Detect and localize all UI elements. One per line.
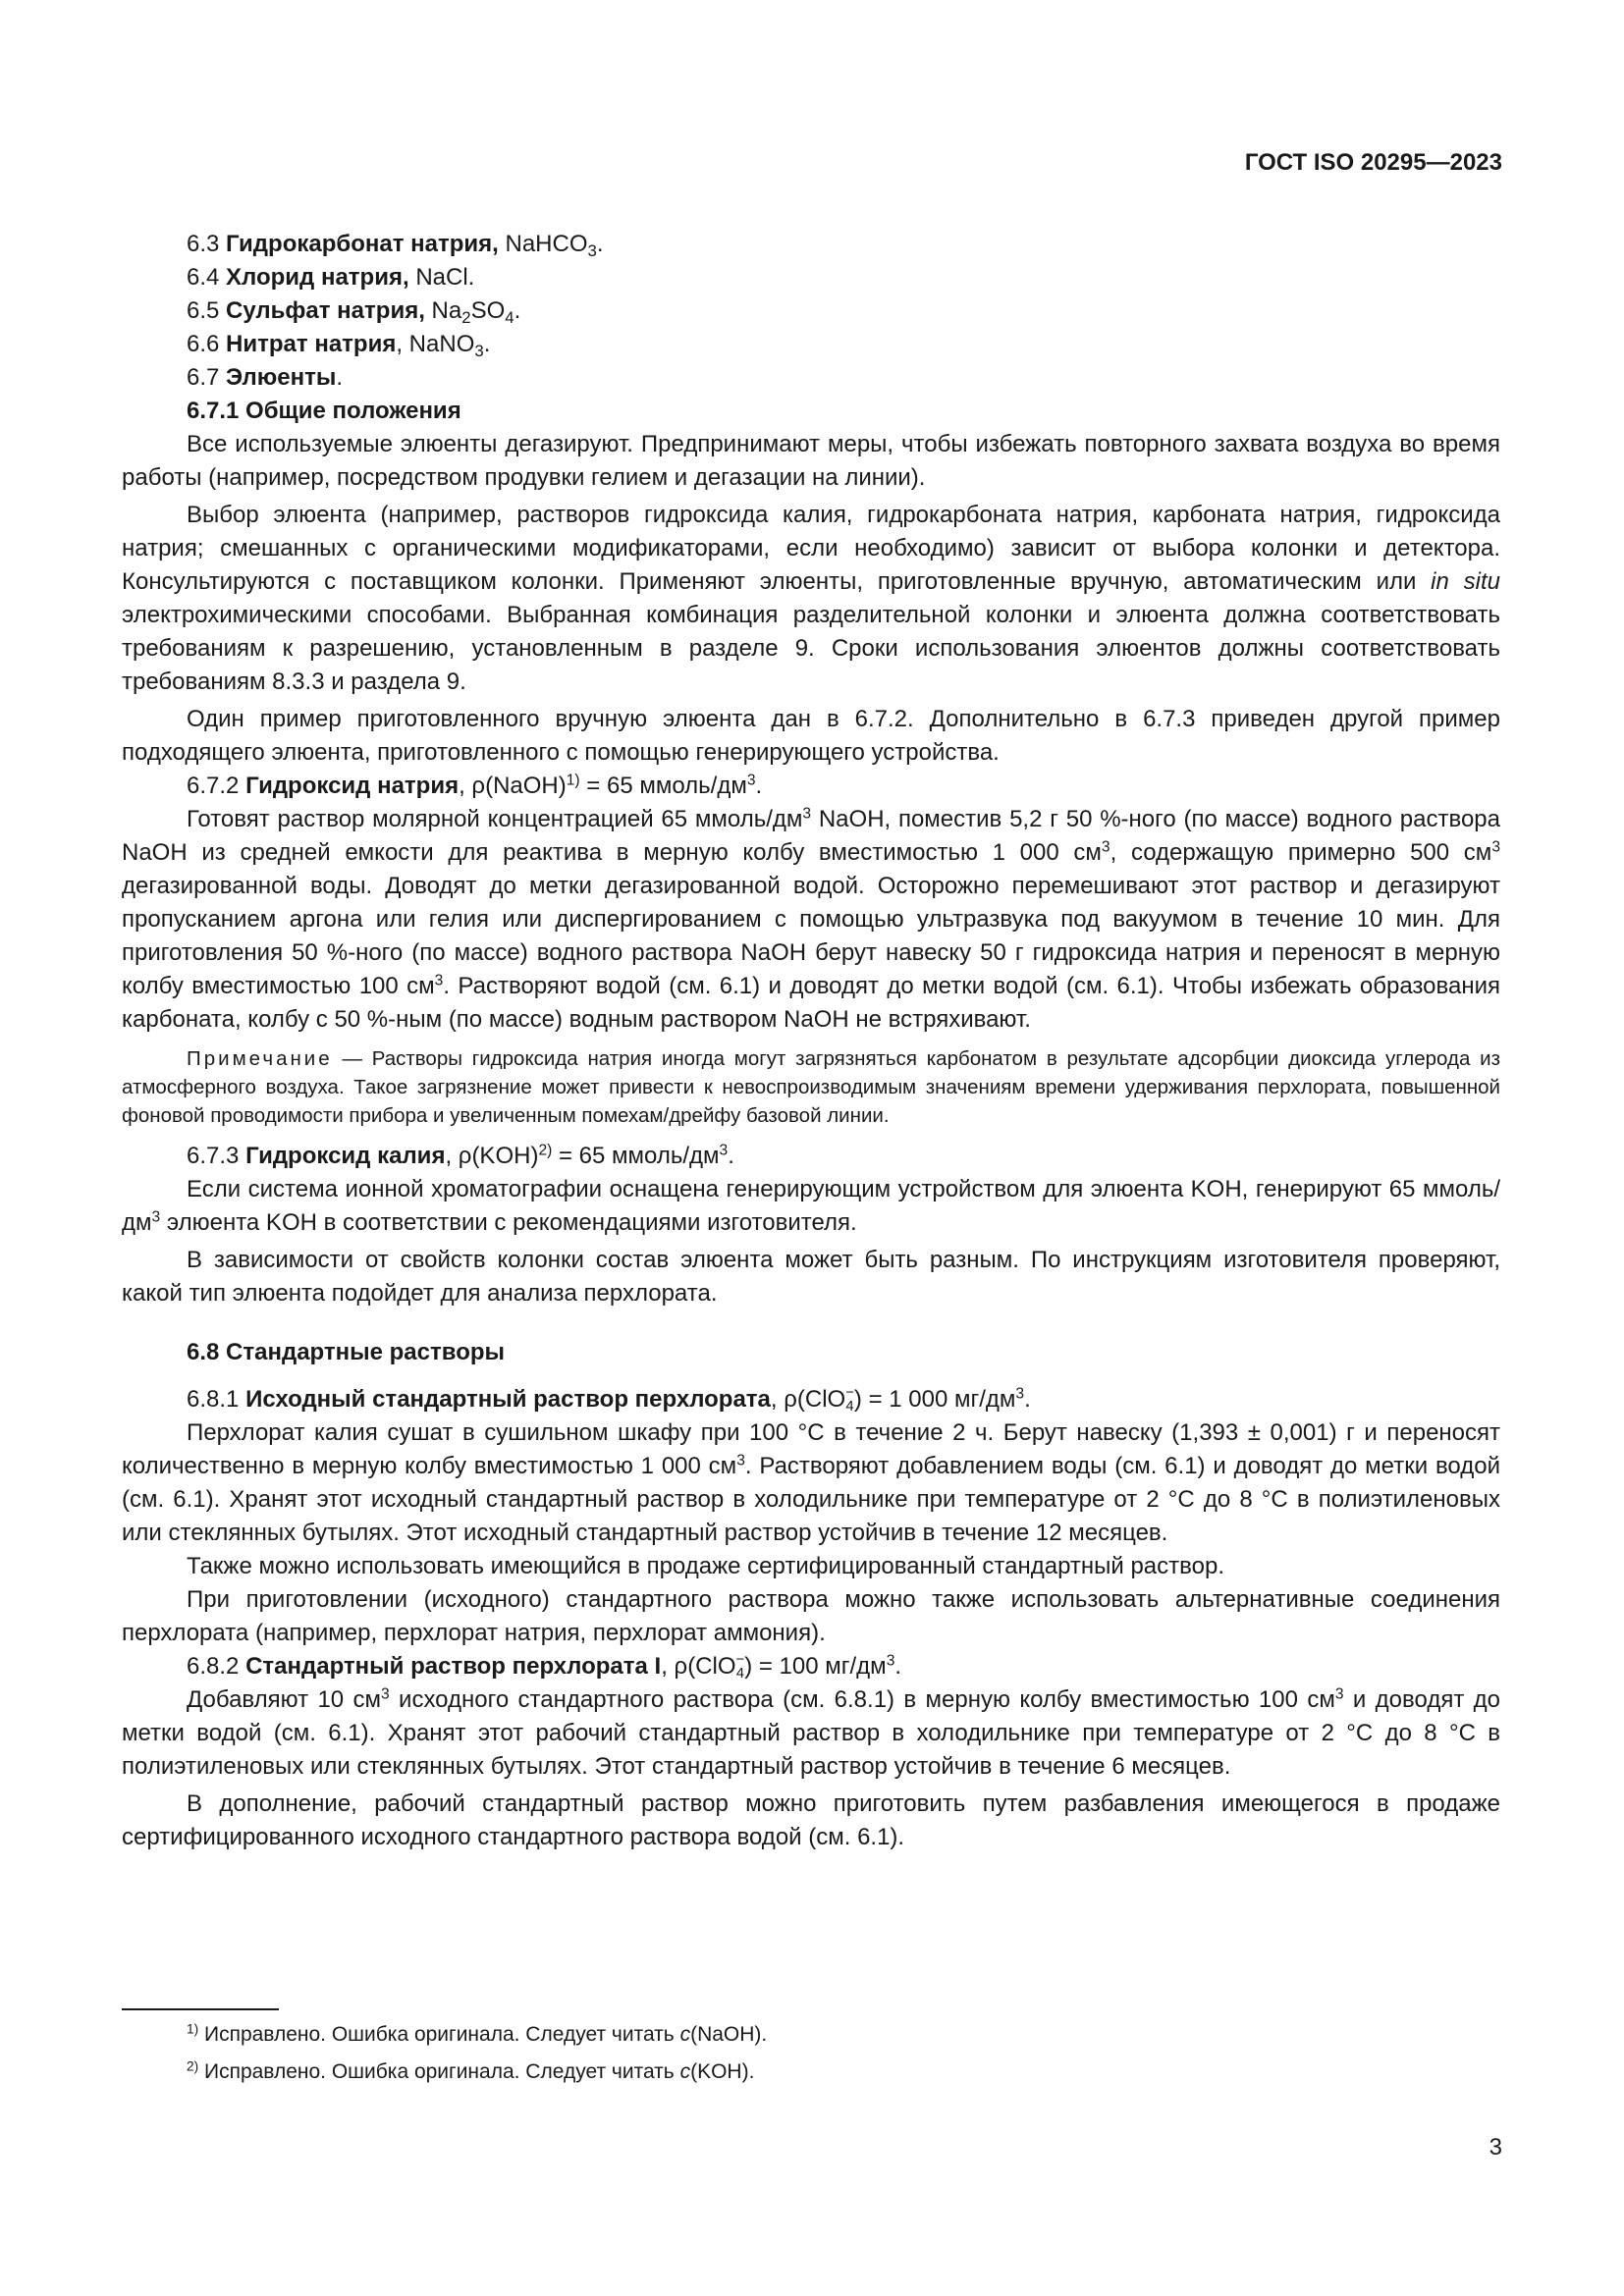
footnote-mark: 2) (187, 2058, 199, 2074)
paragraph (122, 803, 1500, 1037)
formula: , ρ(NaOH) (459, 773, 567, 799)
punct: . (755, 773, 763, 799)
ion-subscript: 4 (845, 1399, 854, 1415)
item-name: Хлорид натрия, (226, 264, 409, 291)
main-content (122, 228, 1500, 1854)
text-run: Выбор элюента (например, растворов гидроксида калия, гидрокарбоната натрия, карбоната натрия, гидроксида натрия; смешанных с органическими модификаторами, если необходимо) зависит от выбора колонки и детектора. Консультируются с поставщиком колонки. Применяют элюенты, приготовленные вручную, автоматическим или (122, 502, 1500, 595)
text-run: , содержащую примерно 500 см (1110, 839, 1492, 866)
paragraph (122, 499, 1500, 699)
item-formula: , NaNO (396, 331, 475, 357)
punct: . (483, 331, 491, 357)
note-label: Примечание (187, 1047, 333, 1070)
item-formula: NaCl (415, 264, 468, 291)
section-title-6-8-1 (187, 1383, 1500, 1416)
section-title-6-7-1 (187, 395, 1500, 428)
footnote-mark: 1) (187, 2021, 199, 2037)
paragraph (122, 1416, 1500, 1550)
note (122, 1044, 1500, 1130)
formula-subscript: 4 (505, 308, 514, 328)
item-6-6 (187, 328, 1500, 361)
section-name: Гидроксид калия (245, 1143, 446, 1169)
section-number: 6.8.2 (187, 1653, 240, 1680)
item-formula: Na (431, 297, 462, 324)
footnote-text: Исправлено. Ошибка оригинала. Следует читать (198, 2023, 680, 2046)
ion-charge-sign: − (845, 1384, 854, 1401)
footnote-divider (122, 2008, 279, 2010)
paragraph: Все используемые элюенты дегазируют. Предпринимают меры, чтобы избежать повторного захвата воздуха во время работы (например, посредством продувки гелием и дегазации на линии). (122, 431, 1500, 491)
ion-charge (736, 1653, 745, 1682)
exponent: 3 (381, 1685, 390, 1703)
punct: . (1024, 1386, 1031, 1413)
exponent: 3 (1015, 1385, 1025, 1403)
formula-value: ) = 1 000 мг/дм (853, 1386, 1016, 1413)
text-run: Добавляют 10 см (187, 1686, 381, 1713)
item-6-5 (187, 294, 1500, 328)
item-name: Нитрат натрия (226, 331, 397, 357)
footnote-variable: c (679, 2060, 691, 2083)
section-name: Исходный стандартный раствор перхлората (245, 1386, 771, 1413)
item-number: 6.7 (187, 364, 220, 391)
page-number: 3 (1489, 2134, 1502, 2161)
paragraph (122, 1683, 1500, 1784)
text-run: и доводят до метки водой (см. 6.1). Хранят этот рабочий стандартный раствор в холодильнике при температуре от 2 °C до 8 °C в полиэтиленовых или стеклянных бутылях. Этот стандартный раствор устойчив в течение 6 месяцев. (122, 1686, 1501, 1780)
text-run: электрохимическими способами. Выбранная комбинация разделительной колонки и элюента должна соответствовать требованиям к разрешению, установленным в разделе 9. Сроки использования элюентов должны соответствовать требованиям 8.3.3 и раздела 9. (122, 602, 1500, 695)
ion-subscript: 4 (735, 1666, 744, 1682)
formula-subscript: 3 (587, 241, 597, 261)
item-number: 6.5 (187, 297, 220, 324)
exponent: 3 (746, 772, 756, 789)
section-title-6-8: 6.8 Стандартные растворы (187, 1339, 506, 1365)
text-run: . Растворяют водой (см. 6.1) и доводят до метки водой (см. 6.1). Чтобы избежать образования карбоната, колбу с 50 %-ным (по массе) водным раствором NaOH не встряхивают. (122, 973, 1500, 1033)
punct: . (514, 297, 521, 324)
ion-charge-sign: − (735, 1651, 745, 1668)
punct: . (894, 1653, 902, 1680)
paragraph: При приготовлении (исходного) стандартного раствора можно также использовать альтернативные соединения перхлората (например, перхлорат натрия, перхлорат аммония). (122, 1586, 1500, 1646)
text-run: дегазированной воды. Доводят до метки дегазированной водой. Осторожно перемешивают этот раствор и дегазируют пропусканием аргона или гелия или диспергированием с помощью ультразвука под вакуумом в течение 10 мин. Для приготовления 50 %-ного (по массе) водного раствора NaOH берут навеску 50 г гидроксида натрия и переносят в мерную колбу вместимостью 100 см (122, 873, 1500, 999)
exponent: 3 (886, 1652, 895, 1670)
ion-charge (845, 1386, 854, 1415)
text-run: элюента KOH в соответствии с рекомендациями изготовителя. (160, 1209, 857, 1236)
paragraph: В дополнение, рабочий стандартный раствор можно приготовить путем разбавления имеющегося в продаже сертифицированного исходного стандартного раствора водой (см. 6.1). (122, 1790, 1500, 1850)
note-text: — Растворы гидроксида натрия иногда могут загрязняться карбонатом в результате адсорбции диоксида углерода из атмосферного воздуха. Такое загрязнение может привести к невоспроизводимым значениям времени удерживания перхлората, повышенной фоновой проводимости прибора и увеличенным помехам/дрейфу базовой линии. (122, 1047, 1500, 1127)
text-run: исходного стандартного раствора (см. 6.8.1) в мерную колбу вместимостью 100 см (389, 1686, 1335, 1713)
exponent: 3 (719, 1142, 729, 1159)
exponent: 3 (1491, 838, 1500, 856)
section-name: Гидроксид натрия (245, 773, 460, 799)
item-formula: NaHCO (505, 231, 588, 257)
item-number: 6.4 (187, 264, 220, 291)
item-name: Сульфат натрия, (226, 297, 425, 324)
formula-value: ) = 100 мг/дм (744, 1653, 887, 1680)
paragraph: Также можно использовать имеющийся в продаже сертифицированный стандартный раствор. (187, 1553, 1224, 1579)
formula-value: = 65 ммоль/дм (552, 1143, 720, 1169)
footnote-variable: c (679, 2023, 691, 2046)
footnote-text: (NaOH). (690, 2023, 768, 2046)
section-number: 6.7.3 (187, 1143, 240, 1169)
exponent: 3 (736, 1452, 745, 1469)
italic-term: in situ (1431, 568, 1500, 595)
exponent: 3 (434, 972, 444, 989)
exponent: 3 (1101, 838, 1110, 856)
punct: . (336, 364, 344, 391)
formula: , ρ(ClO (770, 1386, 846, 1413)
footnote-text: Исправлено. Ошибка оригинала. Следует читать (198, 2060, 680, 2083)
section-number: 6.8.1 (187, 1386, 240, 1413)
item-6-7 (187, 361, 1500, 395)
text-run: NaOH, поместив 5,2 г 50 %-ного (по массе) водного раствора NaOH из средней емкости для реактива в мерную колбу вместимостью 1 000 см (122, 806, 1501, 866)
formula-subscript: 3 (474, 342, 484, 361)
footnote-1 (187, 2020, 767, 2050)
formula: , ρ(KOH) (445, 1143, 539, 1169)
exponent: 3 (151, 1208, 161, 1226)
item-number: 6.3 (187, 231, 220, 257)
text-run: Готовят раствор молярной концентрацией 65 ммоль/дм (187, 806, 803, 832)
item-6-4 (187, 261, 1500, 294)
formula: , ρ(ClO (661, 1653, 736, 1680)
footnote-2 (187, 2057, 754, 2087)
footnote-ref: 1) (566, 772, 580, 789)
standard-header: ГОСТ ISO 20295—2023 (1244, 149, 1502, 176)
formula-value: = 65 ммоль/дм (579, 773, 747, 799)
section-title-6-7-3 (187, 1140, 1500, 1173)
footnote-ref: 2) (538, 1142, 553, 1159)
paragraph: В зависимости от свойств колонки состав элюента может быть разным. По инструкциям изготовителя проверяют, какой тип элюента подойдет для анализа перхлората. (122, 1247, 1500, 1307)
exponent: 3 (802, 805, 812, 823)
paragraph: Один пример приготовленного вручную элюента дан в 6.7.2. Дополнительно в 6.7.3 приведен другой пример подходящего элюента, приготовленного с помощью генерирующего устройства. (122, 706, 1500, 766)
text-run: . Растворяют добавлением воды (см. 6.1) и доводят до метки водой (см. 6.1). Хранят этот исходный стандартный раствор в холодильнике при температуре от 2 °C до 8 °C в полиэтиленовых или стеклянных бутылях. Этот исходный стандартный раствор устойчив в течение 12 месяцев. (122, 1453, 1500, 1546)
punct: . (596, 231, 604, 257)
item-formula-part: SO (470, 297, 506, 324)
section-name: Стандартный раствор перхлората I (245, 1653, 662, 1680)
punct: . (467, 264, 475, 291)
formula-subscript: 2 (461, 308, 471, 328)
punct: . (728, 1143, 734, 1169)
item-number: 6.6 (187, 331, 220, 357)
item-name: Элюенты (226, 364, 337, 391)
footnote-text: (KOH). (690, 2060, 755, 2083)
section-number: 6.7.2 (187, 773, 240, 799)
text-run: Перхлорат калия сушат в сушильном шкафу при 100 °C в течение 2 ч. Берут навеску (1,393 ± 0,001) г и переносят количественно в мерную колбу вместимостью 1 000 см (122, 1419, 1500, 1479)
text-run: Если система ионной хроматографии оснащена генерирующим устройством для элюента KOH, генерируют 65 ммоль/дм (122, 1176, 1500, 1236)
section-title-6-8-2 (187, 1650, 1500, 1683)
exponent: 3 (1334, 1685, 1344, 1703)
section-title-text: 6.7.1 Общие положения (187, 398, 461, 424)
paragraph (122, 1173, 1500, 1240)
section-title-6-7-2 (187, 770, 1500, 803)
item-name: Гидрокарбонат натрия, (226, 231, 499, 257)
item-6-3 (187, 228, 1500, 261)
